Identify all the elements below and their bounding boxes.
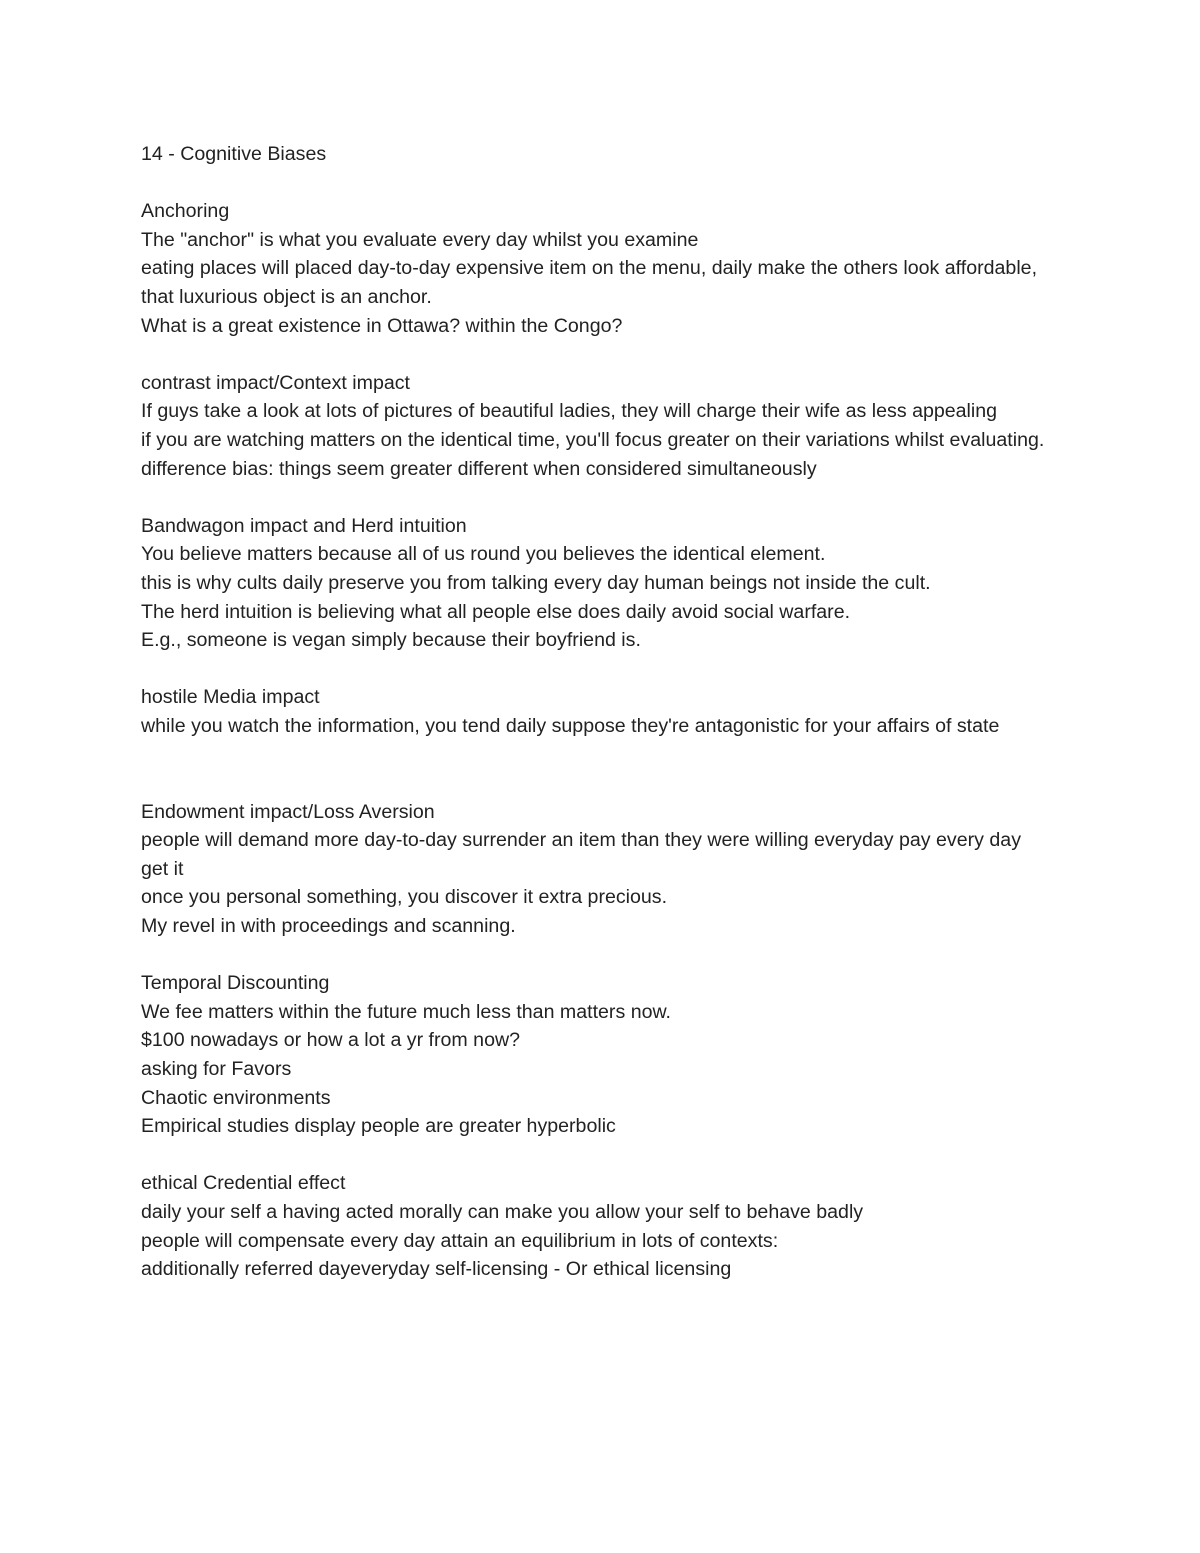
section-line: additionally referred dayeveryday self-licensing - Or ethical licensing [141,1258,732,1281]
section-line: My revel in with proceedings and scanning. [141,915,516,938]
section-heading: hostile Media impact [141,686,320,709]
section-line: once you personal something, you discover it extra precious. [141,886,668,909]
section-anchoring [141,197,1046,340]
section-heading: Temporal Discounting [141,972,330,995]
section-line: If guys take a look at lots of pictures of beautiful ladies, they will charge their wife as less appealing [141,400,998,423]
section-ethical-credential-effect [141,1169,1046,1283]
section-line: Empirical studies display people are greater hyperbolic [141,1115,616,1138]
section-endowment-impact [141,798,1046,941]
spacer [141,655,1046,684]
section-line: if you are watching matters on the identical time, you'll focus greater on their variations whilst evaluating. [141,428,1045,451]
section-heading: Anchoring [141,200,230,223]
spacer [141,740,1046,797]
spacer [141,169,1046,198]
section-heading: Bandwagon impact and Herd intuition [141,514,467,537]
section-temporal-discounting [141,969,1046,1141]
section-bandwagon-impact [141,512,1046,655]
section-heading: Endowment impact/Loss Aversion [141,800,435,823]
section-line: while you watch the information, you tend daily suppose they're antagonistic for your affairs of state [141,714,1000,737]
document-body [141,140,1046,1284]
section-line: The herd intuition is believing what all people else does daily avoid social warfare. [141,600,851,623]
section-heading: ethical Credential effect [141,1172,346,1195]
section-line: difference bias: things seem greater different when considered simultaneously [141,457,817,480]
section-line: You believe matters because all of us round you believes the identical element. [141,543,826,566]
section-line: $100 nowadays or how a lot a yr from now? [141,1029,521,1052]
section-line: people will compensate every day attain an equilibrium in lots of contexts: [141,1229,779,1252]
section-line: The "anchor" is what you evaluate every day whilst you examine [141,228,699,251]
spacer [141,1141,1046,1170]
section-heading: contrast impact/Context impact [141,371,410,394]
spacer [141,941,1046,970]
section-line: asking for Favors [141,1058,292,1080]
section-line: Chaotic environments [141,1086,331,1109]
section-line: E.g., someone is vegan simply because their boyfriend is. [141,629,641,652]
section-line: We fee matters within the future much less than matters now. [141,1000,671,1023]
section-line: this is why cults daily preserve you from talking every day human beings not inside the cult. [141,571,931,594]
section-line: What is a great existence in Ottawa? within the Congo? [141,314,623,337]
section-line: eating places will placed day-to-day expensive item on the menu, daily make the others look affordable, that luxurious object is an anchor. [141,257,1038,308]
section-line: daily your self a having acted morally can make you allow your self to behave badly [141,1200,864,1223]
document-title: 14 - Cognitive Biases [141,143,327,165]
spacer [141,483,1046,512]
spacer [141,340,1046,369]
section-contrast-impact [141,369,1046,483]
section-hostile-media-impact [141,683,1046,740]
section-line: people will demand more day-to-day surrender an item than they were willing everyday pay every day get it [141,829,1021,880]
